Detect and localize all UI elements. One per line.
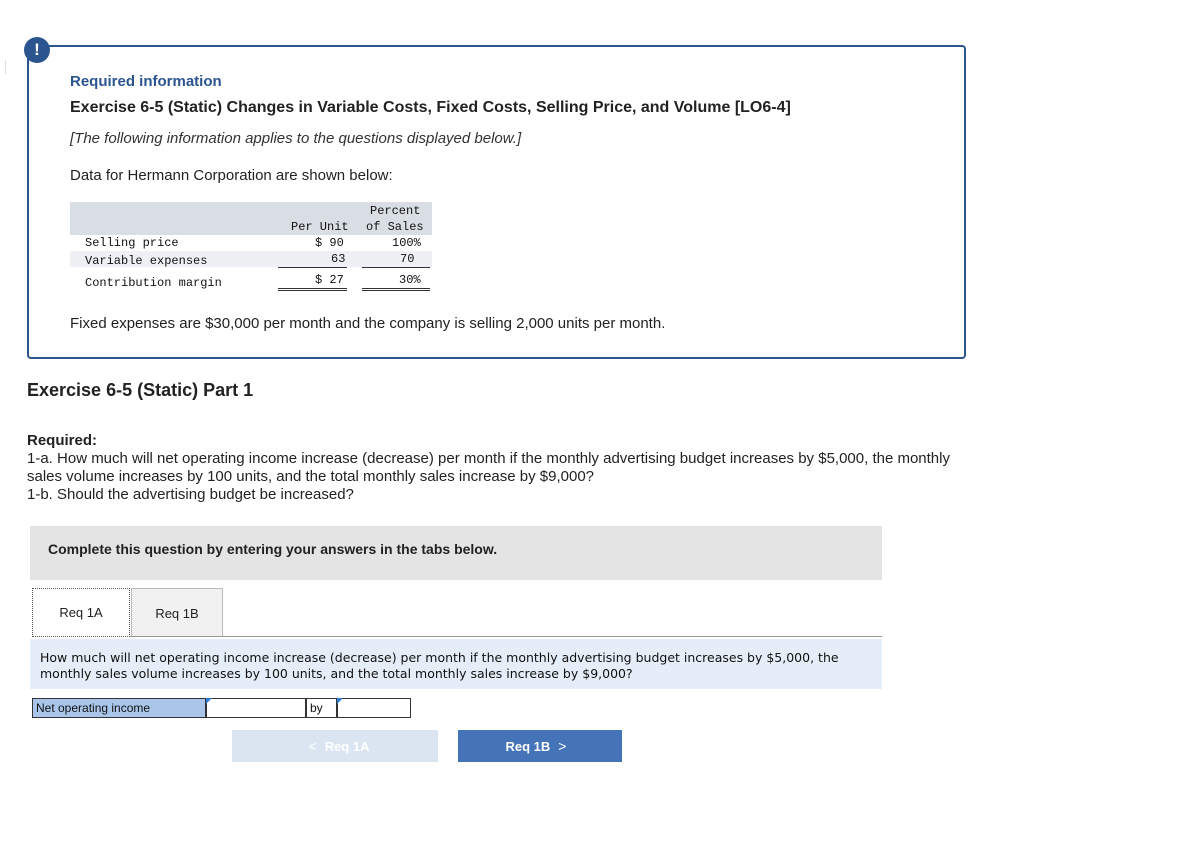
tab-req-1a-label: Req 1A — [59, 605, 103, 620]
chevron-left-icon: < — [308, 738, 317, 754]
required-label: Required: — [27, 432, 98, 449]
contribution-margin-per-unit: $ 27 — [315, 273, 344, 287]
percent-subtotal-rule — [362, 267, 430, 268]
per-unit-total-rule-1 — [278, 288, 347, 289]
fixed-expenses-note: Fixed expenses are $30,000 per month and the company is selling 2,000 units per month. — [70, 315, 666, 332]
variable-expenses-per-unit: 63 — [331, 252, 346, 266]
next-button-label: Req 1B — [505, 738, 551, 754]
data-intro: Data for Hermann Corporation are shown below: — [70, 167, 393, 184]
percent-total-rule-1 — [362, 288, 430, 289]
input-marker-icon — [206, 698, 212, 704]
next-req-1b-button[interactable] — [458, 730, 622, 762]
left-edge-tick — [0, 60, 6, 74]
col-header-per-unit: Per Unit — [291, 220, 349, 234]
tab-req-1a[interactable] — [32, 588, 130, 637]
required-information-heading: Required information — [70, 73, 222, 90]
prev-req-1a-button[interactable] — [232, 730, 438, 762]
part-title: Exercise 6-5 (Static) Part 1 — [27, 380, 254, 400]
percent-total-rule-2 — [362, 290, 430, 291]
required-section — [27, 432, 967, 504]
instructions-bar: Complete this question by entering your answers in the tabs below. — [30, 526, 882, 580]
prev-button-label: Req 1A — [324, 738, 370, 754]
question-1b: 1-b. Should the advertising budget be increased? — [27, 486, 354, 503]
row-label-selling-price: Selling price — [85, 236, 179, 250]
row-label-contribution-margin: Contribution margin — [85, 276, 222, 290]
chevron-right-icon: > — [558, 738, 567, 754]
col-header-percent-1: Percent — [370, 204, 421, 218]
tab-question: How much will net operating income increase (decrease) per month if the monthly advertising budget increases by $5,000, the monthly sales volume increases by 100 units, and the total monthly sales increase by $9,000? — [30, 639, 882, 689]
row-label-variable-expenses: Variable expenses — [85, 254, 208, 268]
exclamation-icon: ! — [24, 37, 50, 63]
by-connector: by — [306, 698, 337, 718]
tab-req-1b-label: Req 1B — [155, 605, 199, 621]
input-marker-icon-2 — [337, 698, 343, 704]
tab-divider — [130, 636, 882, 637]
exercise-title: Exercise 6-5 (Static) Changes in Variable Costs, Fixed Costs, Selling Price, and Volume [LO6-4] — [70, 99, 791, 116]
net-operating-income-label: Net operating income — [32, 698, 206, 718]
noi-change-direction-input[interactable] — [206, 698, 306, 718]
question-1a: 1-a. How much will net operating income increase (decrease) per month if the monthly advertising budget increases by $5,000, the monthly sales volume increases by 100 units, and the total monthly sales increase by $9,000? — [27, 450, 950, 485]
selling-price-percent: 100% — [392, 236, 421, 250]
per-unit-total-rule-2 — [278, 290, 347, 291]
tab-req-1b[interactable] — [131, 588, 223, 637]
variable-expenses-percent: 70 — [400, 252, 415, 266]
noi-change-amount-input[interactable] — [337, 698, 411, 718]
selling-price-per-unit: $ 90 — [315, 236, 344, 250]
contribution-margin-percent: 30% — [399, 273, 421, 287]
applies-note: [The following information applies to the questions displayed below.] — [70, 130, 522, 147]
per-unit-subtotal-rule — [278, 267, 347, 268]
col-header-percent-2: of Sales — [366, 220, 424, 234]
